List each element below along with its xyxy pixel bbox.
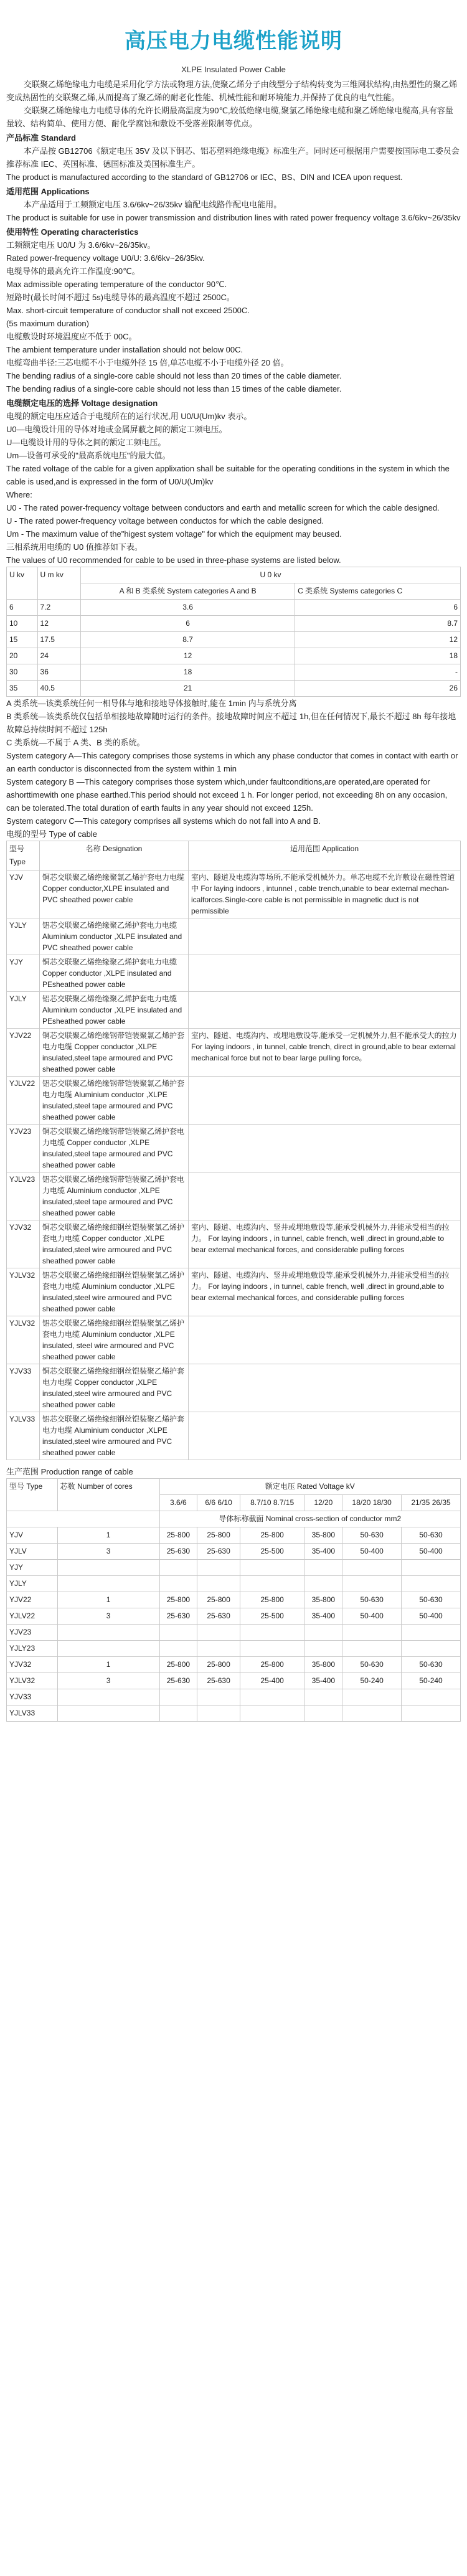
prod-section-cell bbox=[240, 1641, 304, 1657]
prod-section-cell bbox=[402, 1625, 461, 1641]
table-row bbox=[7, 1077, 461, 1125]
voltage-line: U0 - The rated power-frequency voltage between conductors and earth and metallic screen for which the cable designed. bbox=[6, 503, 440, 512]
categories-section bbox=[6, 697, 461, 828]
operating-line: 工频额定电压 U0/U 为 3.6/6kv~26/35kv。 bbox=[6, 240, 156, 250]
table-row bbox=[7, 1576, 461, 1592]
type-designation-cell: 铝芯交联聚乙烯绝缘细钢丝铠装聚氯乙烯护套电力电缆 Aluminium conductor ,XLPE insulated,steel wire armoured and PVC sheathed power cable bbox=[40, 1268, 189, 1316]
prod-section-cell bbox=[342, 1560, 402, 1576]
u0-um-cell: 12 bbox=[37, 616, 81, 632]
voltage-line: Um—设备可承受的"最高系统电压"的最大值。 bbox=[6, 451, 171, 460]
table-row bbox=[7, 1125, 461, 1172]
table-row bbox=[7, 992, 461, 1029]
prod-rated-voltage: 额定电压 Rated Voltage kV bbox=[159, 1479, 460, 1495]
prod-voltage-header: 21/35 26/35 bbox=[402, 1495, 461, 1511]
prod-section-cell bbox=[402, 1689, 461, 1706]
table-row bbox=[7, 1560, 461, 1576]
prod-section-cell bbox=[342, 1641, 402, 1657]
type-designation-cell: 铝芯交联聚乙烯绝缘钢带铠装聚氯乙烯护套电力电缆 Aluminium conductor ,XLPE insulated,steel tape armoured and PVC sheathed power cable bbox=[40, 1077, 189, 1125]
types-col-type: 型号 Type bbox=[7, 841, 40, 870]
category-paragraph: System category B —This category comprises those system which,under faultconditions,are operated,are operated for ashorttimewith one phase earthed.This period should not exceed 1 h. For longer period, not exceeding 8h on any occasion, can be tolerated.The total duration of earth faults in any year should not exceed 125h. bbox=[6, 777, 448, 813]
prod-section-cell: 50-400 bbox=[402, 1608, 461, 1625]
voltage-line: U0—电缆设计用的导体对地或金属屏蔽之间的额定工频电压。 bbox=[6, 425, 227, 434]
voltage-line: The values of U0 recommended for cable to be used in three-phase systems are listed below. bbox=[6, 555, 341, 565]
prod-section-cell: 35-400 bbox=[304, 1544, 342, 1560]
prod-section-cell: 50-400 bbox=[342, 1544, 402, 1560]
prod-section-cell bbox=[240, 1560, 304, 1576]
prod-section-cell: 25-800 bbox=[159, 1592, 197, 1608]
prod-section-cell bbox=[402, 1560, 461, 1576]
prod-section-cell: 35-800 bbox=[304, 1592, 342, 1608]
standard-cn: 本产品按 GB12706《额定电压 35V 及以下铜芯、铝芯塑料绝缘电缆》标准生产。同时还可根据用户需要按国际电工委员会推荐标准 IEC、英国标准、德国标准及美国标准生产。 bbox=[6, 146, 460, 169]
u0-c-cell: 26 bbox=[295, 681, 461, 697]
prod-type-cell: YJLV bbox=[7, 1544, 58, 1560]
u0-u-cell: 6 bbox=[7, 600, 38, 616]
prod-type-cell: YJLY23 bbox=[7, 1641, 58, 1657]
type-application-cell bbox=[189, 1316, 461, 1364]
table-row bbox=[7, 1689, 461, 1706]
prod-cores-cell: 3 bbox=[57, 1608, 159, 1625]
prod-section-cell: 50-630 bbox=[402, 1592, 461, 1608]
type-designation-cell: 铜芯交联聚乙烯绝缘细钢丝铠装聚氯乙烯护套电力电缆 Copper conductor ,XLPE insulated,steel wire armoured and PVC sheathed power cable bbox=[40, 1220, 189, 1268]
type-code-cell: YJLV33 bbox=[7, 1412, 40, 1460]
type-code-cell: YJV33 bbox=[7, 1364, 40, 1412]
type-code-cell: YJLV22 bbox=[7, 1077, 40, 1125]
u0-col-um: U m kv bbox=[37, 567, 81, 600]
type-code-cell: YJV bbox=[7, 870, 40, 918]
document-body bbox=[0, 74, 467, 1722]
table-row bbox=[7, 1172, 461, 1220]
operating-line: Max admissible operating temperature of the conductor 90℃. bbox=[6, 280, 227, 289]
category-paragraph: System category A—This category comprises those systems in which any phase conductor that comes in contact with earth or an earth conductor is disconnected from the system within 1 min bbox=[6, 751, 458, 773]
prod-section-cell: 25-800 bbox=[159, 1657, 197, 1673]
prod-section-cell: 25-800 bbox=[197, 1527, 240, 1544]
prod-voltage-header: 3.6/6 bbox=[159, 1495, 197, 1511]
table-row bbox=[7, 664, 461, 681]
u0-u-cell: 10 bbox=[7, 616, 38, 632]
prod-cores-cell: 3 bbox=[57, 1673, 159, 1689]
prod-type-cell: YJLV22 bbox=[7, 1608, 58, 1625]
intro-paragraph: 交联聚乙烯绝缘电力电缆导体的允许长期最高温度为90℃,较低绝缘电缆,聚氯乙烯绝缘电缆和聚乙烯绝缘电缆高,具有容量量较、结构简单、使用方便、耐化学腐蚀和敷设不受落差限制等优点。 bbox=[6, 106, 453, 128]
type-code-cell: YJY bbox=[7, 955, 40, 992]
prod-type-cell: YJY bbox=[7, 1560, 58, 1576]
category-paragraph: System categorv C—This category comprises all systems which do not fall into A and B. bbox=[6, 816, 321, 826]
u0-super-header: U 0 kv bbox=[81, 567, 461, 583]
prod-section-cell: 25-630 bbox=[159, 1544, 197, 1560]
operating-line: The bending radius of a single-core cable should not less than 20 times of the cable diameter. bbox=[6, 371, 342, 380]
u0-ab-cell: 18 bbox=[81, 664, 295, 681]
prod-type-cell: YJV22 bbox=[7, 1592, 58, 1608]
intro-section bbox=[6, 78, 461, 130]
type-code-cell: YJLY bbox=[7, 918, 40, 955]
prod-section-cell: 25-800 bbox=[240, 1657, 304, 1673]
prod-section-cell bbox=[304, 1689, 342, 1706]
table-row bbox=[7, 1527, 461, 1544]
type-application-cell bbox=[189, 1172, 461, 1220]
prod-voltage-header: 8.7/10 8.7/15 bbox=[240, 1495, 304, 1511]
voltage-line: U - The rated power-frequency voltage between conductos for which the cable designed. bbox=[6, 516, 324, 526]
u0-ab-cell: 12 bbox=[81, 648, 295, 664]
prod-section-cell bbox=[197, 1689, 240, 1706]
prod-col-cores: 芯数 Number of cores bbox=[57, 1479, 159, 1511]
prod-type-cell: YJV33 bbox=[7, 1689, 58, 1706]
table-row bbox=[7, 600, 461, 616]
prod-section-cell bbox=[159, 1689, 197, 1706]
prod-section-cell: 35-400 bbox=[304, 1673, 342, 1689]
u0-col-ab: A 和 B 类系统 System categories A and B bbox=[81, 583, 295, 600]
prod-cores-cell bbox=[57, 1625, 159, 1641]
type-application-cell: 室内、隧道及电缆沟等场所,不能承受机械外力。单芯电缆不允许敷设在磁性管道中 For laying indoors , intunnel , cable trench,unable to bear external mechan-icalforces.Single-core cable is not permissible in magnetic duct is not permissible bbox=[189, 870, 461, 918]
prod-section-cell bbox=[342, 1706, 402, 1722]
u0-u-cell: 35 bbox=[7, 681, 38, 697]
prod-section-cell bbox=[304, 1706, 342, 1722]
prod-section-label: 导体标称截面 Nominal cross-section of conductor mm2 bbox=[159, 1511, 460, 1527]
type-application-cell bbox=[189, 955, 461, 992]
prod-section-cell: 35-800 bbox=[304, 1527, 342, 1544]
prod-section-cell: 25-630 bbox=[197, 1608, 240, 1625]
u0-ab-cell: 3.6 bbox=[81, 600, 295, 616]
prod-section-cell: 35-400 bbox=[304, 1608, 342, 1625]
u0-u-cell: 20 bbox=[7, 648, 38, 664]
standard-heading: 产品标准 Standard bbox=[6, 133, 76, 143]
operating-heading: 使用特性 Operating characteristics bbox=[6, 227, 139, 237]
operating-line: The bending radius of a single-core cable should not less than 15 times of the cable diameter. bbox=[6, 384, 342, 394]
u0-u-cell: 30 bbox=[7, 664, 38, 681]
prod-cores-cell bbox=[57, 1560, 159, 1576]
u0-um-cell: 7.2 bbox=[37, 600, 81, 616]
table-row bbox=[7, 1641, 461, 1657]
category-paragraph: C 类系统—不属于 A 类、B 类的系统。 bbox=[6, 738, 145, 747]
prod-section-cell: 50-630 bbox=[402, 1527, 461, 1544]
type-code-cell: YJV32 bbox=[7, 1220, 40, 1268]
u0-ab-cell: 8.7 bbox=[81, 632, 295, 648]
types-label: 电缆的型号 Type of cable bbox=[6, 829, 97, 839]
operating-line: 短路时(最长时间不超过 5s)电缆导体的最高温度不超过 2500C。 bbox=[6, 293, 235, 302]
type-application-cell bbox=[189, 918, 461, 955]
u0-um-cell: 17.5 bbox=[37, 632, 81, 648]
applications-en: The product is suitable for use in power transmission and distribution lines with rated power frequency voltage 3.6/6kv~26/35kv bbox=[6, 213, 461, 222]
voltage-line: 电缆的额定电压应适合于电缆所在的运行状况,用 U0/U(Um)kv 表示。 bbox=[6, 412, 252, 421]
prod-section-cell: 35-800 bbox=[304, 1657, 342, 1673]
type-designation-cell: 铝芯交联聚乙烯绝缘聚乙烯护套电力电缆 Aluminium conductor ,XLPE insulated and PEsheathed power cable bbox=[40, 992, 189, 1029]
voltage-line: The rated voltage of the cable for a given applixation shall be suitable for the operating conditions in the system in which the cable is used,and is expressed in the form of U0/U(Um)kv bbox=[6, 464, 450, 486]
prod-cores-cell: 3 bbox=[57, 1544, 159, 1560]
operating-line: Max. short-circuit temperature of conductor shall not exceed 2500C. bbox=[6, 306, 250, 315]
operating-line: 电缆敷设时环境温度应不低于 00C。 bbox=[6, 332, 137, 341]
type-code-cell: YJLY bbox=[7, 992, 40, 1029]
standard-en: The product is manufactured according to the standard of GB12706 or IEC、BS、DIN and ICEA upon request. bbox=[6, 172, 403, 182]
u0-u-cell: 15 bbox=[7, 632, 38, 648]
prod-section-cell bbox=[342, 1689, 402, 1706]
category-paragraph: A 类系统—该类系统任何一相导体与地和接地导体接触时,能在 1min 内与系统分离 bbox=[6, 699, 297, 708]
type-application-cell bbox=[189, 1077, 461, 1125]
type-code-cell: YJV22 bbox=[7, 1029, 40, 1077]
type-application-cell: 室内、隧道、电缆沟内、或埋地敷设等,能承受一定机械外力,但不能承受大的拉力 For laying indoors , in tunnel, cable trench, direct in ground,able to bear external mechanical force but not to bear large pulling force。 bbox=[189, 1029, 461, 1077]
prod-section-cell bbox=[197, 1560, 240, 1576]
u0-ab-cell: 6 bbox=[81, 616, 295, 632]
prod-section-cell: 50-240 bbox=[402, 1673, 461, 1689]
prod-type-cell: YJV32 bbox=[7, 1657, 58, 1673]
prod-type-cell: YJLV33 bbox=[7, 1706, 58, 1722]
table-row bbox=[7, 1412, 461, 1460]
prod-cores-cell bbox=[57, 1641, 159, 1657]
prod-section-cell: 25-630 bbox=[159, 1608, 197, 1625]
u0-um-cell: 36 bbox=[37, 664, 81, 681]
operating-line: 电缆弯曲半径:三芯电缆不小于电缆外径 15 倍,单芯电缆不小于电缆外径 20 倍。 bbox=[6, 358, 289, 367]
type-code-cell: YJLV32 bbox=[7, 1268, 40, 1316]
prod-section-cell: 50-630 bbox=[342, 1592, 402, 1608]
table-row bbox=[7, 1544, 461, 1560]
prod-section-cell: 25-800 bbox=[240, 1592, 304, 1608]
prod-section-cell: 25-500 bbox=[240, 1608, 304, 1625]
prod-cores-cell: 1 bbox=[57, 1527, 159, 1544]
prod-section-cell bbox=[197, 1641, 240, 1657]
table-row bbox=[7, 1673, 461, 1689]
prod-section-cell: 50-400 bbox=[402, 1544, 461, 1560]
table-row bbox=[7, 1364, 461, 1412]
operating-line: (5s maximum duration) bbox=[6, 319, 89, 328]
prod-col-type: 型号 Type bbox=[7, 1479, 58, 1511]
applications-cn: 本产品适用于工频额定电压 3.6/6kv~26/35kv 输配电线路作配电电能用。 bbox=[24, 200, 282, 209]
page-title: 高压电力电缆性能说明 bbox=[125, 29, 342, 53]
prod-section-cell bbox=[304, 1641, 342, 1657]
prod-type-cell: YJLV32 bbox=[7, 1673, 58, 1689]
table-row bbox=[7, 1029, 461, 1077]
table-row bbox=[7, 1220, 461, 1268]
types-col-application: 适用范围 Application bbox=[189, 841, 461, 870]
voltage-lines bbox=[6, 410, 461, 567]
prod-section-cell bbox=[240, 1706, 304, 1722]
type-application-cell bbox=[189, 1412, 461, 1460]
operating-line: 电缆导体的最高允许工作温度:90℃。 bbox=[6, 267, 140, 276]
table-row bbox=[7, 955, 461, 992]
prod-section-cell: 50-630 bbox=[342, 1527, 402, 1544]
table-row bbox=[7, 1625, 461, 1641]
u0-col-u: U kv bbox=[7, 567, 38, 600]
applications-heading: 适用范围 Applications bbox=[6, 187, 90, 196]
type-designation-cell: 铝芯交联聚乙烯绝缘细钢丝铠装聚氯乙烯护套电力电缆 Aluminium conductor ,XLPE insulated, steel wire armoured and PVC sheathed power cable bbox=[40, 1316, 189, 1364]
prod-cores-cell bbox=[57, 1706, 159, 1722]
u0-table bbox=[6, 567, 461, 697]
type-application-cell bbox=[189, 992, 461, 1029]
table-row bbox=[7, 1657, 461, 1673]
category-paragraph: B 类系统—该类系统仅包括单相接地故障随时运行的条件。接地故障时间应不超过 1h,但在任何情况下,最长不超过 8h 每年接地故障总持续时间不超过 125h bbox=[6, 712, 456, 734]
type-application-cell bbox=[189, 1364, 461, 1412]
table-row bbox=[7, 1592, 461, 1608]
prod-section-cell bbox=[197, 1576, 240, 1592]
prod-section-cell bbox=[159, 1641, 197, 1657]
production-table bbox=[6, 1478, 461, 1722]
prod-section-cell bbox=[342, 1576, 402, 1592]
prod-section-cell: 50-240 bbox=[342, 1673, 402, 1689]
prod-section-cell bbox=[402, 1576, 461, 1592]
prod-cores-cell: 1 bbox=[57, 1657, 159, 1673]
u0-col-c: C 类系统 Systems categories C bbox=[295, 583, 461, 600]
prod-section-cell: 50-400 bbox=[342, 1608, 402, 1625]
prod-section-cell bbox=[304, 1625, 342, 1641]
table-row bbox=[7, 918, 461, 955]
table-row bbox=[7, 870, 461, 918]
table-row bbox=[7, 681, 461, 697]
prod-section-cell bbox=[402, 1706, 461, 1722]
type-code-cell: YJV23 bbox=[7, 1125, 40, 1172]
prod-section-cell: 25-500 bbox=[240, 1544, 304, 1560]
prod-section-cell bbox=[304, 1560, 342, 1576]
type-designation-cell: 铜芯交联聚乙烯绝缘聚氯乙烯护套电力电缆 Copper conductor,XLPE insulated and PVC sheathed power cable bbox=[40, 870, 189, 918]
intro-paragraph: 交联聚乙烯绝缘电力电缆是采用化学方法或物理方法,使聚乙烯分子由线型分子结构转变为三维网状结构,由热塑性的聚乙烯变成热固性的交联聚乙烯,从而提高了聚乙烯的耐老化性能、机械性能和耐环境能力,并保持了优良的电气性能。 bbox=[6, 80, 458, 102]
prod-section-cell bbox=[240, 1625, 304, 1641]
table-row bbox=[7, 1706, 461, 1722]
prod-section-cell bbox=[342, 1625, 402, 1641]
table-row bbox=[7, 1316, 461, 1364]
prod-section-cell bbox=[159, 1560, 197, 1576]
operating-lines bbox=[6, 238, 461, 395]
prod-voltage-header: 18/20 18/30 bbox=[342, 1495, 402, 1511]
prod-cores-cell: 1 bbox=[57, 1592, 159, 1608]
types-col-designation: 名称 Designation bbox=[40, 841, 189, 870]
prod-section-cell bbox=[402, 1641, 461, 1657]
prod-type-cell: YJV bbox=[7, 1527, 58, 1544]
prod-section-cell bbox=[159, 1706, 197, 1722]
prod-label: 生产范围 Production range of cable bbox=[6, 1467, 133, 1476]
u0-c-cell: 12 bbox=[295, 632, 461, 648]
prod-voltage-header: 6/6 6/10 bbox=[197, 1495, 240, 1511]
prod-section-cell: 25-630 bbox=[159, 1673, 197, 1689]
prod-cores-cell bbox=[57, 1576, 159, 1592]
voltage-line: Where: bbox=[6, 490, 32, 499]
type-designation-cell: 铜芯交联聚乙烯绝缘细钢丝铠装聚乙烯护套电力电缆 Copper conductor ,XLPE insulated,steel wire armoured and PVC sheathed power cable bbox=[40, 1364, 189, 1412]
table-row bbox=[7, 632, 461, 648]
u0-c-cell: 8.7 bbox=[295, 616, 461, 632]
type-code-cell: YJLV32 bbox=[7, 1316, 40, 1364]
prod-voltage-header: 12/20 bbox=[304, 1495, 342, 1511]
prod-section-cell bbox=[159, 1625, 197, 1641]
table-row bbox=[7, 1268, 461, 1316]
table-row bbox=[7, 616, 461, 632]
types-table bbox=[6, 841, 461, 1460]
prod-section-cell: 50-630 bbox=[402, 1657, 461, 1673]
type-application-cell bbox=[189, 1125, 461, 1172]
prod-section-cell bbox=[304, 1576, 342, 1592]
prod-section-cell: 25-800 bbox=[197, 1592, 240, 1608]
table-row bbox=[7, 1608, 461, 1625]
table-row bbox=[7, 648, 461, 664]
u0-um-cell: 24 bbox=[37, 648, 81, 664]
prod-type-cell: YJLY bbox=[7, 1576, 58, 1592]
prod-section-cell: 25-400 bbox=[240, 1673, 304, 1689]
prod-section-cell bbox=[197, 1625, 240, 1641]
prod-section-cell: 50-630 bbox=[342, 1657, 402, 1673]
type-designation-cell: 铝芯交联聚乙烯绝缘聚乙烯护套电力电缆 Aluminium conductor ,XLPE insulated and PVC sheathed power cable bbox=[40, 918, 189, 955]
u0-c-cell: 6 bbox=[295, 600, 461, 616]
prod-section-cell bbox=[240, 1576, 304, 1592]
operating-line: Rated power-frequency voltage U0/U: 3.6/6kv~26/35kv. bbox=[6, 253, 205, 263]
type-designation-cell: 铜芯交联聚乙烯绝缘钢带铠装聚氯乙烯护套电力电缆 Copper conductor ,XLPE insulated,steel tape armoured and PVC sheathed power cable bbox=[40, 1029, 189, 1077]
voltage-heading: 电缆额定电压的选择 Voltage designation bbox=[6, 399, 158, 408]
prod-section-cell bbox=[240, 1689, 304, 1706]
u0-ab-cell: 21 bbox=[81, 681, 295, 697]
type-designation-cell: 铝芯交联聚乙烯绝缘细钢丝铠装聚乙烯护套电力电缆 Aluminium conductor ,XLPE insulated,steel wire armoured and PVC sheathed power cable bbox=[40, 1412, 189, 1460]
type-designation-cell: 铝芯交联聚乙烯绝缘钢带铠装聚乙烯护套电力电缆 Aluminium conductor ,XLPE insulated,steel tape armoured and PVC sheathed power cable bbox=[40, 1172, 189, 1220]
prod-type-cell: YJV23 bbox=[7, 1625, 58, 1641]
prod-cores-cell bbox=[57, 1689, 159, 1706]
type-application-cell: 室内、隧道、电缆沟内、竖井或埋地敷设等,能承受机械外力,并能承受相当的拉力。 For laying indoors , in tunnel, cable french, well ,direct in ground,able to bear external mechanical forces, and considerable pulling forces bbox=[189, 1220, 461, 1268]
type-designation-cell: 铜芯交联聚乙烯绝缘聚乙烯护套电力电缆 Copper conductor ,XLPE insulated and PEsheathed power cable bbox=[40, 955, 189, 992]
prod-section-cell bbox=[197, 1706, 240, 1722]
prod-section-cell: 25-800 bbox=[197, 1657, 240, 1673]
page-subtitle: XLPE Insulated Power Cable bbox=[181, 65, 286, 74]
type-code-cell: YJLV23 bbox=[7, 1172, 40, 1220]
type-designation-cell: 铜芯交联聚乙烯绝缘钢带铠装聚乙烯护套电力电缆 Copper conductor ,XLPE insulated,steel tape armoured and PVC sheathed power cable bbox=[40, 1125, 189, 1172]
voltage-line: U—电缆设计用的导体之间的额定工频电压。 bbox=[6, 438, 166, 447]
prod-section-cell bbox=[159, 1576, 197, 1592]
voltage-line: Um - The maximum value of the"higest system voltage" for which the equipment may beused. bbox=[6, 529, 342, 539]
operating-line: The ambient temperature under installation should not below 00C. bbox=[6, 345, 243, 354]
type-application-cell: 室内、隧道、电缆沟内、竖井或埋地敷设等,能承受机械外力,并能承受相当的拉力。 For laying indoors , in tunnel, cable french, well ,direct in ground,able to bear external mechanical forces, and considerable pulling forces bbox=[189, 1268, 461, 1316]
prod-section-cell: 25-800 bbox=[240, 1527, 304, 1544]
u0-um-cell: 40.5 bbox=[37, 681, 81, 697]
u0-c-cell: 18 bbox=[295, 648, 461, 664]
prod-section-cell: 25-630 bbox=[197, 1544, 240, 1560]
voltage-line: 三相系统用电缆的 U0 值推荐如下表。 bbox=[6, 542, 143, 552]
u0-c-cell: - bbox=[295, 664, 461, 681]
prod-section-cell: 25-630 bbox=[197, 1673, 240, 1689]
prod-section-cell: 25-800 bbox=[159, 1527, 197, 1544]
